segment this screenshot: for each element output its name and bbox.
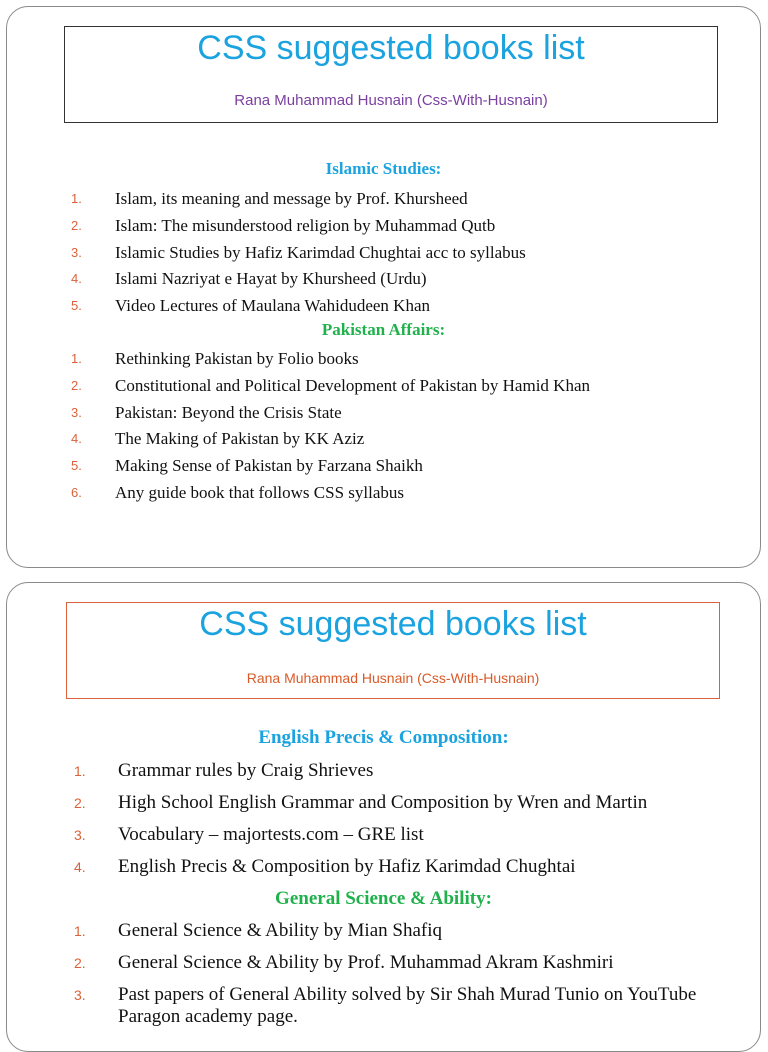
list-number: 4. [74,859,86,875]
list-text: Constitutional and Political Development of Pakistan by Hamid Khan [115,375,590,395]
list-text: Islamic Studies by Hafiz Karimdad Chughtai acc to syllabus [115,242,526,262]
slide-author: Rana Muhammad Husnain (Css-With-Husnain) [234,92,548,109]
slide-title: CSS suggested books list [197,29,585,67]
title-box [64,26,718,123]
section-heading-pakistan-affairs: Pakistan Affairs: [321,320,446,339]
section-heading-general-science: General Science & Ability: [275,888,492,909]
list-number: 3. [74,987,86,1003]
list-number: 2. [74,955,86,971]
list-number: 4. [71,431,82,447]
slide-title: CSS suggested books list [199,605,587,643]
list-text: Any guide book that follows CSS syllabus [115,482,405,502]
list-number: 3. [74,827,86,843]
section-heading-english-precis: English Precis & Composition: [258,727,509,748]
list-text: Grammar rules by Craig Shrieves [118,760,374,781]
list-text: General Science & Ability by Mian Shafiq [118,920,442,941]
list-text: General Science & Ability by Prof. Muhammad Akram Kashmiri [118,952,614,973]
list-number: 5. [71,458,82,474]
list-text: Islami Nazriyat e Hayat by Khursheed (Urdu) [115,269,427,289]
slide-2 [6,582,761,1052]
section-heading-islamic-studies: Islamic Studies: [325,159,442,178]
list-text: Making Sense of Pakistan by Farzana Shaikh [115,456,423,476]
list-text: High School English Grammar and Composition by Wren and Martin [118,792,648,813]
list-number: 2. [71,377,82,393]
list-number: 4. [71,271,82,287]
list-text: English Precis & Composition by Hafiz Karimdad Chughtai [118,856,576,877]
list-number: 6. [71,484,82,500]
list-number: 1. [74,763,86,779]
list-text: Past papers of General Ability solved by Sir Shah Murad Tunio on YouTube Paragon academy page. [118,984,697,1027]
title-box [66,602,720,699]
list-text: Pakistan: Beyond the Crisis State [115,402,342,422]
list-text: Islam: The misunderstood religion by Muhammad Qutb [115,215,496,235]
list-text: Rethinking Pakistan by Folio books [115,349,359,368]
list-text: Vocabulary – majortests.com – GRE list [118,824,424,845]
slide-1 [6,6,761,568]
list-text: Islam, its meaning and message by Prof. Khursheed [115,189,468,208]
list-number: 1. [71,191,82,206]
list-number: 1. [71,351,82,366]
list-number: 2. [71,217,82,233]
list-number: 3. [71,244,82,260]
list-text: Video Lectures of Maulana Wahidudeen Khan [115,296,430,316]
list-number: 5. [71,298,82,314]
list-number: 1. [74,923,86,939]
list-text: The Making of Pakistan by KK Aziz [115,429,365,449]
list-number: 2. [74,795,86,811]
list-number: 3. [71,404,82,420]
slide-author: Rana Muhammad Husnain (Css-With-Husnain) [246,670,540,686]
